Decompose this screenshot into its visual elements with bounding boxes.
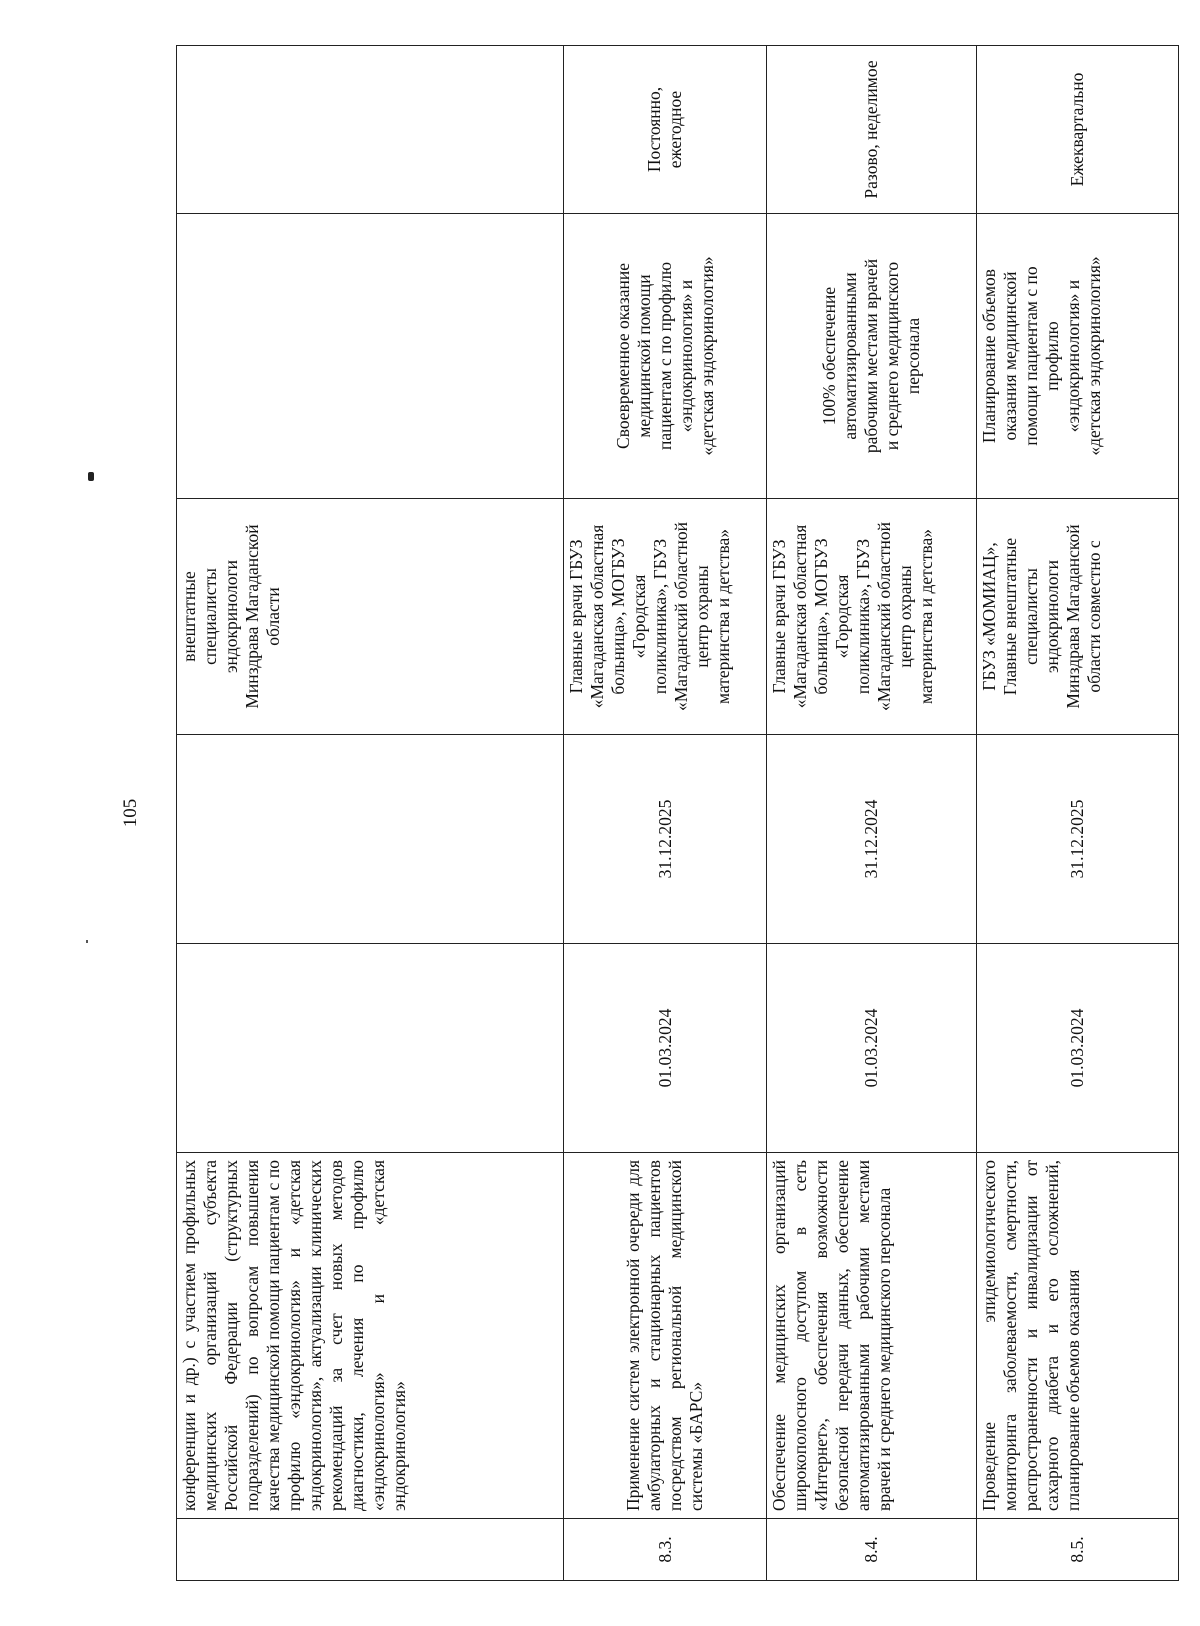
periodicity [177, 46, 564, 214]
row-number: 8.5. [977, 1519, 1179, 1581]
end-date: 31.12.2025 [564, 735, 767, 944]
periodicity: Разово, неделимое [767, 46, 977, 214]
expected-result: Своевременное оказание медицинской помощи пациентам с по профилю «эндокринология» и «детская эндокринология» [564, 214, 767, 499]
row-number [177, 1519, 564, 1581]
start-date: 01.03.2024 [767, 944, 977, 1153]
table-row [767, 46, 977, 1581]
expected-result: 100% обеспечение автоматизированными рабочими местами врачей и среднего медицинского персонала [767, 214, 977, 499]
rotated-table-wrapper [176, 46, 1178, 1581]
row-number: 8.4. [767, 1519, 977, 1581]
table-row [177, 46, 564, 1581]
page-number: 105 [120, 798, 141, 828]
measure-description: Обеспечение медицинских организаций широкополосного доступом в сеть «Интернет», обеспечения возможности безопасной передачи данных, обеспечение автоматизированными рабочими местами врачей и среднего медицинского персонала [767, 1153, 977, 1519]
scan-artifact [88, 472, 94, 481]
end-date: 31.12.2024 [767, 735, 977, 944]
responsible: внештатные специалисты эндокринологи Минздрава Магаданской области [177, 499, 564, 735]
end-date: 31.12.2025 [977, 735, 1179, 944]
table-row [564, 46, 767, 1581]
table-row [977, 46, 1179, 1581]
responsible: ГБУЗ «МОМИАЦ», Главные внештатные специалисты эндокринологи Минздрава Магаданской области совместно с [977, 499, 1179, 735]
start-date: 01.03.2024 [564, 944, 767, 1153]
measure-description: конференции и др.) с участием профильных медицинских организаций субъекта Российской Федерации (структурных подразделений) по вопросам повышения качества медицинской помощи пациентам с по профилю «эндокринология» и «детская эндокринология», актуализации клинических рекомендаций за счет новых методов диагностики, лечения по профилю «эндокринология» и «детская эндокринология» [177, 1153, 564, 1519]
measure-description: Применение систем электронной очереди для амбулаторных и стационарных пациентов посредством региональной медицинской системы «БАРС» [564, 1153, 767, 1519]
expected-result: Планирование объемов оказания медицинской помощи пациентам с по профилю «эндокринология» и «детская эндокринология» [977, 214, 1179, 499]
expected-result [177, 214, 564, 499]
end-date [177, 735, 564, 944]
scan-artifact [86, 940, 88, 943]
responsible: Главные врачи ГБУЗ «Магаданская областная больница», МОГБУЗ «Городская поликлиника», ГБУЗ «Магаданский областной центр охраны материнства и детства» [767, 499, 977, 735]
periodicity: Ежеквартально [977, 46, 1179, 214]
plan-table [176, 45, 1179, 1581]
periodicity: Постоянно, ежегодное [564, 46, 767, 214]
responsible: Главные врачи ГБУЗ «Магаданская областная больница», МОГБУЗ «Городская поликлиника», ГБУЗ «Магаданский областной центр охраны материнства и детства» [564, 499, 767, 735]
measure-description: Проведение эпидемиологического мониторинга заболеваемости, смертности, распространенности и инвалидизации от сахарного диабета и его осложнений, планирование объемов оказания [977, 1153, 1179, 1519]
start-date [177, 944, 564, 1153]
start-date: 01.03.2024 [977, 944, 1179, 1153]
row-number: 8.3. [564, 1519, 767, 1581]
